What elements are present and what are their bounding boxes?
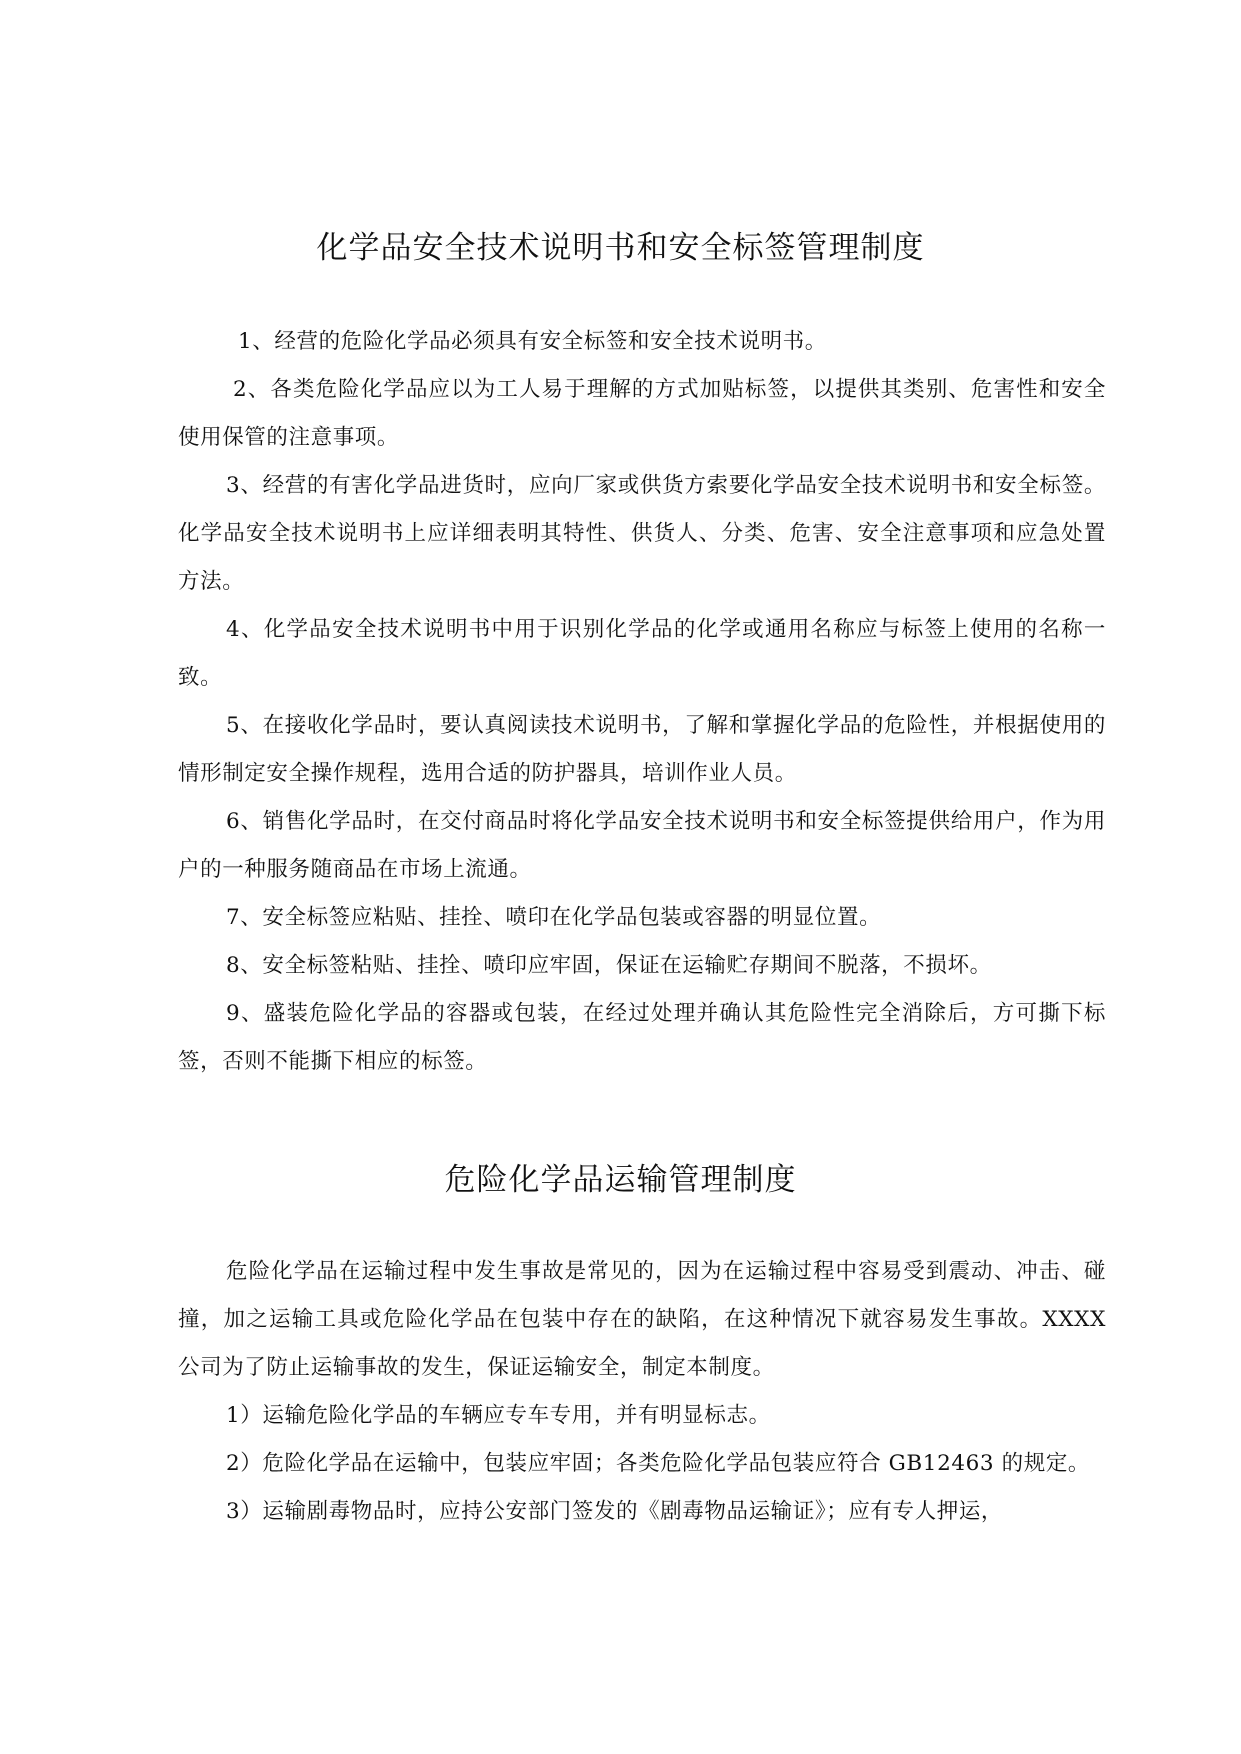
- paragraph: 5、在接收化学品时，要认真阅读技术说明书，了解和掌握化学品的危险性，并根据使用的情形制定安全操作规程，选用合适的防护器具，培训作业人员。: [178, 713, 1106, 786]
- paragraph: 3）运输剧毒物品时，应持公安部门签发的《剧毒物品运输证》；应有专人押运，: [226, 1499, 1004, 1524]
- paragraph: 1、经营的危险化学品必须具有安全标签和安全技术说明书。: [238, 329, 827, 354]
- paragraph: 1）运输危险化学品的车辆应专车专用，并有明显标志。: [226, 1403, 771, 1428]
- paragraph: 7、安全标签应粘贴、挂拴、喷印在化学品包装或容器的明显位置。: [226, 905, 882, 930]
- paragraph: 4、化学品安全技术说明书中用于识别化学品的化学或通用名称应与标签上使用的名称一致。: [178, 617, 1106, 690]
- section-title-transport-policy: 危险化学品运输管理制度: [444, 1162, 797, 1198]
- paragraph: 2、各类危险化学品应以为工人易于理解的方式加贴标签，以提供其类别、危害性和安全使用保管的注意事项。: [178, 377, 1106, 450]
- section-title-msds-label-policy: 化学品安全技术说明书和安全标签管理制度: [316, 230, 925, 266]
- paragraph: 8、安全标签粘贴、挂拴、喷印应牢固，保证在运输贮存期间不脱落，不损坏。: [226, 953, 992, 978]
- section-msds-label-policy: [178, 318, 1106, 1086]
- paragraph: 2）危险化学品在运输中，包装应牢固；各类危险化学品包装应符合 GB12463 的规定。: [226, 1451, 1091, 1476]
- paragraph: 6、销售化学品时，在交付商品时将化学品安全技术说明书和安全标签提供给用户，作为用户的一种服务随商品在市场上流通。: [178, 809, 1106, 882]
- section-transport-policy: [178, 1248, 1106, 1536]
- paragraph: 危险化学品在运输过程中发生事故是常见的，因为在运输过程中容易受到震动、冲击、碰撞，加之运输工具或危险化学品在包装中存在的缺陷，在这种情况下就容易发生事故。XXXX 公司为了防止运输事故的发生，保证运输安全，制定本制度。: [178, 1259, 1106, 1380]
- paragraph: 3、经营的有害化学品进货时，应向厂家或供货方索要化学品安全技术说明书和安全标签。化学品安全技术说明书上应详细表明其特性、供货人、分类、危害、安全注意事项和应急处置方法。: [178, 473, 1106, 594]
- paragraph: 9、盛装危险化学品的容器或包装，在经过处理并确认其危险性完全消除后，方可撕下标签，否则不能撕下相应的标签。: [178, 1001, 1106, 1074]
